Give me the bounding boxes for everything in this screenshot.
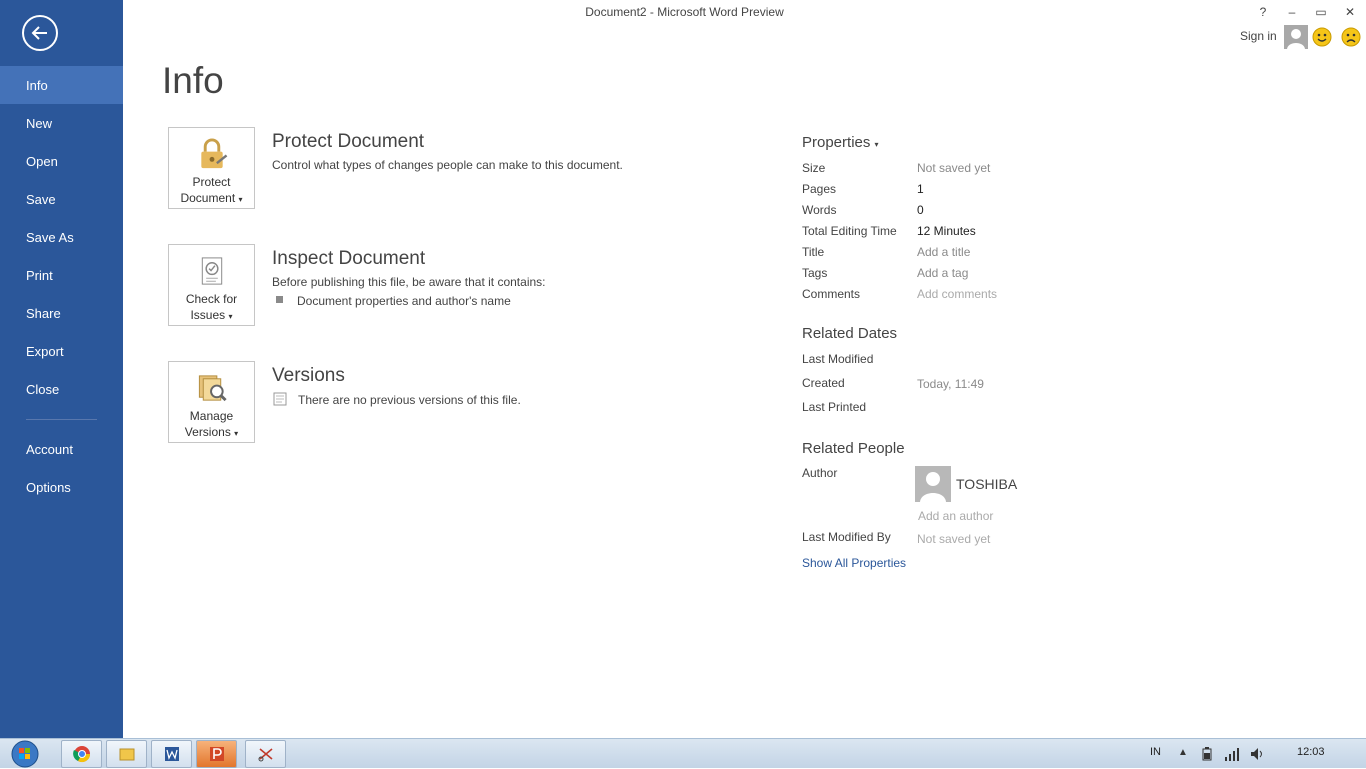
size-value: Not saved yet	[917, 161, 991, 175]
last-printed-label: Last Printed	[802, 400, 867, 414]
related-people-header: Related People	[802, 440, 905, 457]
powerpoint-icon	[208, 745, 226, 763]
person-icon	[915, 466, 951, 502]
close-window-button[interactable]: ✕	[1344, 5, 1356, 19]
protect-button-label-2: Document	[180, 191, 236, 205]
last-modified-label: Last Modified	[802, 352, 874, 366]
inspect-section-desc: Before publishing this file, be aware that it contains:	[272, 275, 546, 289]
taskbar-word[interactable]	[151, 740, 192, 768]
protect-button-label-1: Protect	[192, 175, 231, 189]
title-label: Title	[802, 245, 825, 259]
related-dates-header: Related Dates	[802, 325, 898, 342]
nav-share[interactable]: Share	[26, 305, 61, 321]
properties-header[interactable]	[802, 134, 879, 151]
check-issues-label-1: Check for	[185, 292, 238, 306]
title-bar	[123, 0, 1366, 26]
taskbar-chrome[interactable]	[61, 740, 102, 768]
folder-icon	[118, 745, 136, 763]
taskbar-powerpoint[interactable]	[196, 740, 237, 768]
manage-versions-icon	[195, 372, 229, 405]
properties-header-label: Properties	[802, 134, 871, 151]
nav-open[interactable]: Open	[26, 153, 58, 169]
nav-new[interactable]: New	[26, 115, 53, 131]
author-label: Author	[802, 466, 838, 480]
volume-icon[interactable]	[1250, 747, 1266, 761]
protect-section-desc: Control what types of changes people can make to this document.	[272, 158, 623, 172]
start-button[interactable]	[6, 739, 44, 769]
dropdown-arrow-icon: ▾	[228, 312, 233, 321]
manage-versions-label-1: Manage	[189, 409, 234, 423]
page-title: Info	[162, 60, 224, 101]
nav-save-as[interactable]: Save As	[26, 229, 74, 245]
back-arrow-icon	[30, 23, 50, 43]
words-label: Words	[802, 203, 837, 217]
taskbar-explorer[interactable]	[106, 740, 147, 768]
nav-export[interactable]: Export	[26, 343, 64, 359]
author-name[interactable]: TOSHIBA	[956, 476, 1018, 492]
sign-in-link[interactable]: Sign in	[1240, 29, 1277, 43]
nav-info[interactable]: Info	[0, 66, 123, 104]
add-author-input[interactable]: Add an author	[918, 509, 994, 523]
words-value: 0	[917, 203, 924, 217]
pages-value: 1	[917, 182, 924, 196]
minimize-button[interactable]: –	[1288, 5, 1296, 19]
battery-icon[interactable]	[1201, 747, 1213, 761]
versions-section-desc: There are no previous versions of this file.	[298, 393, 521, 407]
protect-section-title: Protect Document	[272, 131, 425, 152]
clock[interactable]: 12:03	[1297, 746, 1325, 758]
created-label: Created	[802, 376, 845, 390]
created-value: Today, 11:49	[917, 377, 984, 391]
taskbar-app[interactable]	[245, 740, 286, 768]
chrome-icon	[73, 745, 91, 763]
network-icon[interactable]	[1224, 747, 1240, 761]
windows-start-icon	[10, 739, 40, 769]
dropdown-arrow-icon: ▾	[234, 429, 239, 438]
comments-input[interactable]: Add comments	[917, 287, 998, 301]
taskbar	[0, 738, 1366, 768]
manage-versions-button[interactable]	[168, 361, 255, 443]
size-label: Size	[802, 161, 826, 175]
editing-time-value: 12 Minutes	[917, 224, 976, 238]
author-avatar	[915, 466, 951, 502]
check-issues-label-2: Issues	[190, 308, 226, 322]
back-button[interactable]	[22, 15, 58, 51]
show-all-properties-link[interactable]: Show All Properties	[802, 556, 907, 570]
inspect-bullet-text: Document properties and author's name	[297, 294, 511, 308]
nav-save[interactable]: Save	[26, 191, 56, 207]
inspect-document-icon	[195, 255, 229, 288]
editing-time-label: Total Editing Time	[802, 224, 897, 238]
document-versions-icon	[273, 392, 287, 406]
smile-feedback-icon[interactable]	[1312, 27, 1332, 47]
dropdown-arrow-icon: ▾	[238, 195, 243, 204]
tags-label: Tags	[802, 266, 828, 280]
frown-feedback-icon[interactable]	[1341, 27, 1361, 47]
last-modified-by-value: Not saved yet	[917, 532, 991, 546]
dropdown-arrow-icon: ▾	[874, 140, 879, 149]
window-title: Document2 - Microsoft Word Preview	[585, 5, 784, 19]
lock-key-icon	[195, 138, 229, 171]
word-icon	[163, 745, 181, 763]
title-input[interactable]: Add a title	[917, 245, 971, 259]
user-avatar-icon[interactable]	[1284, 25, 1308, 49]
nav-account[interactable]: Account	[26, 441, 73, 457]
versions-section-title: Versions	[272, 365, 345, 386]
language-indicator[interactable]: IN	[1150, 746, 1161, 758]
help-button[interactable]: ?	[1259, 5, 1267, 19]
bullet-icon	[276, 296, 283, 303]
backstage-sidebar	[0, 0, 123, 738]
inspect-section-title: Inspect Document	[272, 248, 426, 269]
restore-button[interactable]: ▭	[1315, 5, 1327, 19]
pages-label: Pages	[802, 182, 837, 196]
nav-close[interactable]: Close	[26, 381, 60, 397]
comments-label: Comments	[802, 287, 861, 301]
check-for-issues-button[interactable]	[168, 244, 255, 326]
nav-print[interactable]: Print	[26, 267, 53, 283]
snipping-tool-icon	[257, 745, 275, 763]
tags-input[interactable]: Add a tag	[917, 266, 969, 280]
nav-divider	[26, 419, 97, 420]
last-modified-by-label: Last Modified By	[802, 530, 891, 544]
manage-versions-label-2: Versions	[184, 425, 231, 439]
nav-options[interactable]: Options	[26, 479, 71, 495]
show-hidden-icons-icon[interactable]: ▲	[1178, 747, 1188, 758]
protect-document-button[interactable]	[168, 127, 255, 209]
